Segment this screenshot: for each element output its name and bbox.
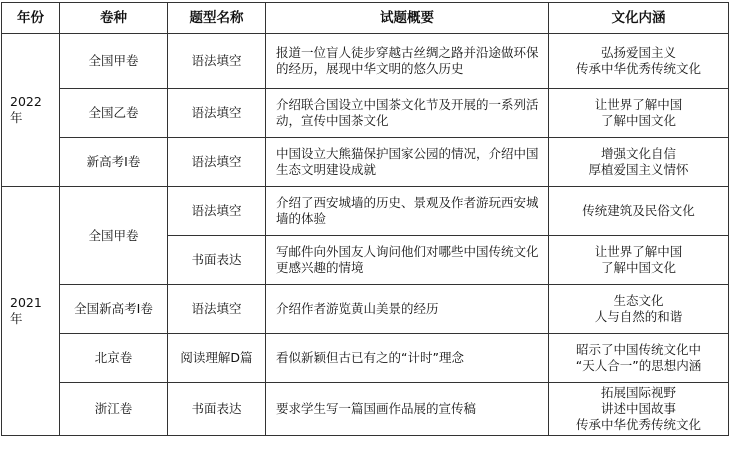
culture-cell: 传统建筑及民俗文化: [549, 187, 729, 236]
table-row: [2, 138, 729, 187]
summary-cell: 介绍作者游览黄山美景的经历: [266, 285, 549, 334]
type-cell: 语法填空: [168, 138, 266, 187]
table-row: [2, 383, 729, 436]
table-row: [2, 34, 729, 89]
type-cell: 阅读理解D篇: [168, 334, 266, 383]
paper-cell: 全国新高考I卷: [60, 285, 168, 334]
type-cell: 语法填空: [168, 285, 266, 334]
summary-cell: 要求学生写一篇国画作品展的宣传稿: [266, 383, 549, 436]
summary-cell: 介绍联合国设立中国茶文化节及开展的一系列活动，宣传中国茶文化: [266, 89, 549, 138]
year-cell: 2022年: [2, 34, 60, 187]
header-summary: 试题概要: [266, 3, 549, 34]
culture-cell: 昭示了中国传统文化中 “天人合一”的思想内涵: [549, 334, 729, 383]
header-culture: 文化内涵: [549, 3, 729, 34]
culture-cell: 让世界了解中国 了解中国文化: [549, 89, 729, 138]
type-cell: 语法填空: [168, 89, 266, 138]
culture-cell: 让世界了解中国 了解中国文化: [549, 236, 729, 285]
table-row: [2, 285, 729, 334]
type-cell: 语法填空: [168, 34, 266, 89]
summary-cell: 中国设立大熊猫保护国家公园的情况，介绍中国生态文明建设成就: [266, 138, 549, 187]
year-cell: 2021年: [2, 187, 60, 436]
summary-cell: 写邮件向外国友人询问他们对哪些中国传统文化更感兴趣的情境: [266, 236, 549, 285]
header-paper: 卷种: [60, 3, 168, 34]
type-cell: 书面表达: [168, 236, 266, 285]
type-cell: 书面表达: [168, 383, 266, 436]
table-row: [2, 187, 729, 236]
summary-cell: 报道一位盲人徒步穿越古丝绸之路并沿途做环保的经历，展现中华文明的悠久历史: [266, 34, 549, 89]
exam-culture-table: [1, 2, 729, 436]
paper-cell: 浙江卷: [60, 383, 168, 436]
culture-cell: 生态文化 人与自然的和谐: [549, 285, 729, 334]
header-year: 年份: [2, 3, 60, 34]
culture-cell: 拓展国际视野 讲述中国故事 传承中华优秀传统文化: [549, 383, 729, 436]
culture-cell: 弘扬爱国主义 传承中华优秀传统文化: [549, 34, 729, 89]
paper-cell: 新高考I卷: [60, 138, 168, 187]
summary-cell: 看似新颖但古已有之的“计时”理念: [266, 334, 549, 383]
header-row: [2, 3, 729, 34]
culture-cell: 增强文化自信 厚植爱国主义情怀: [549, 138, 729, 187]
paper-cell: 全国乙卷: [60, 89, 168, 138]
paper-cell: 全国甲卷: [60, 34, 168, 89]
type-cell: 语法填空: [168, 187, 266, 236]
table-row: [2, 89, 729, 138]
summary-cell: 介绍了西安城墙的历史、景观及作者游玩西安城墙的体验: [266, 187, 549, 236]
header-type: 题型名称: [168, 3, 266, 34]
paper-cell: 全国甲卷: [60, 187, 168, 285]
table-row: [2, 334, 729, 383]
paper-cell: 北京卷: [60, 334, 168, 383]
